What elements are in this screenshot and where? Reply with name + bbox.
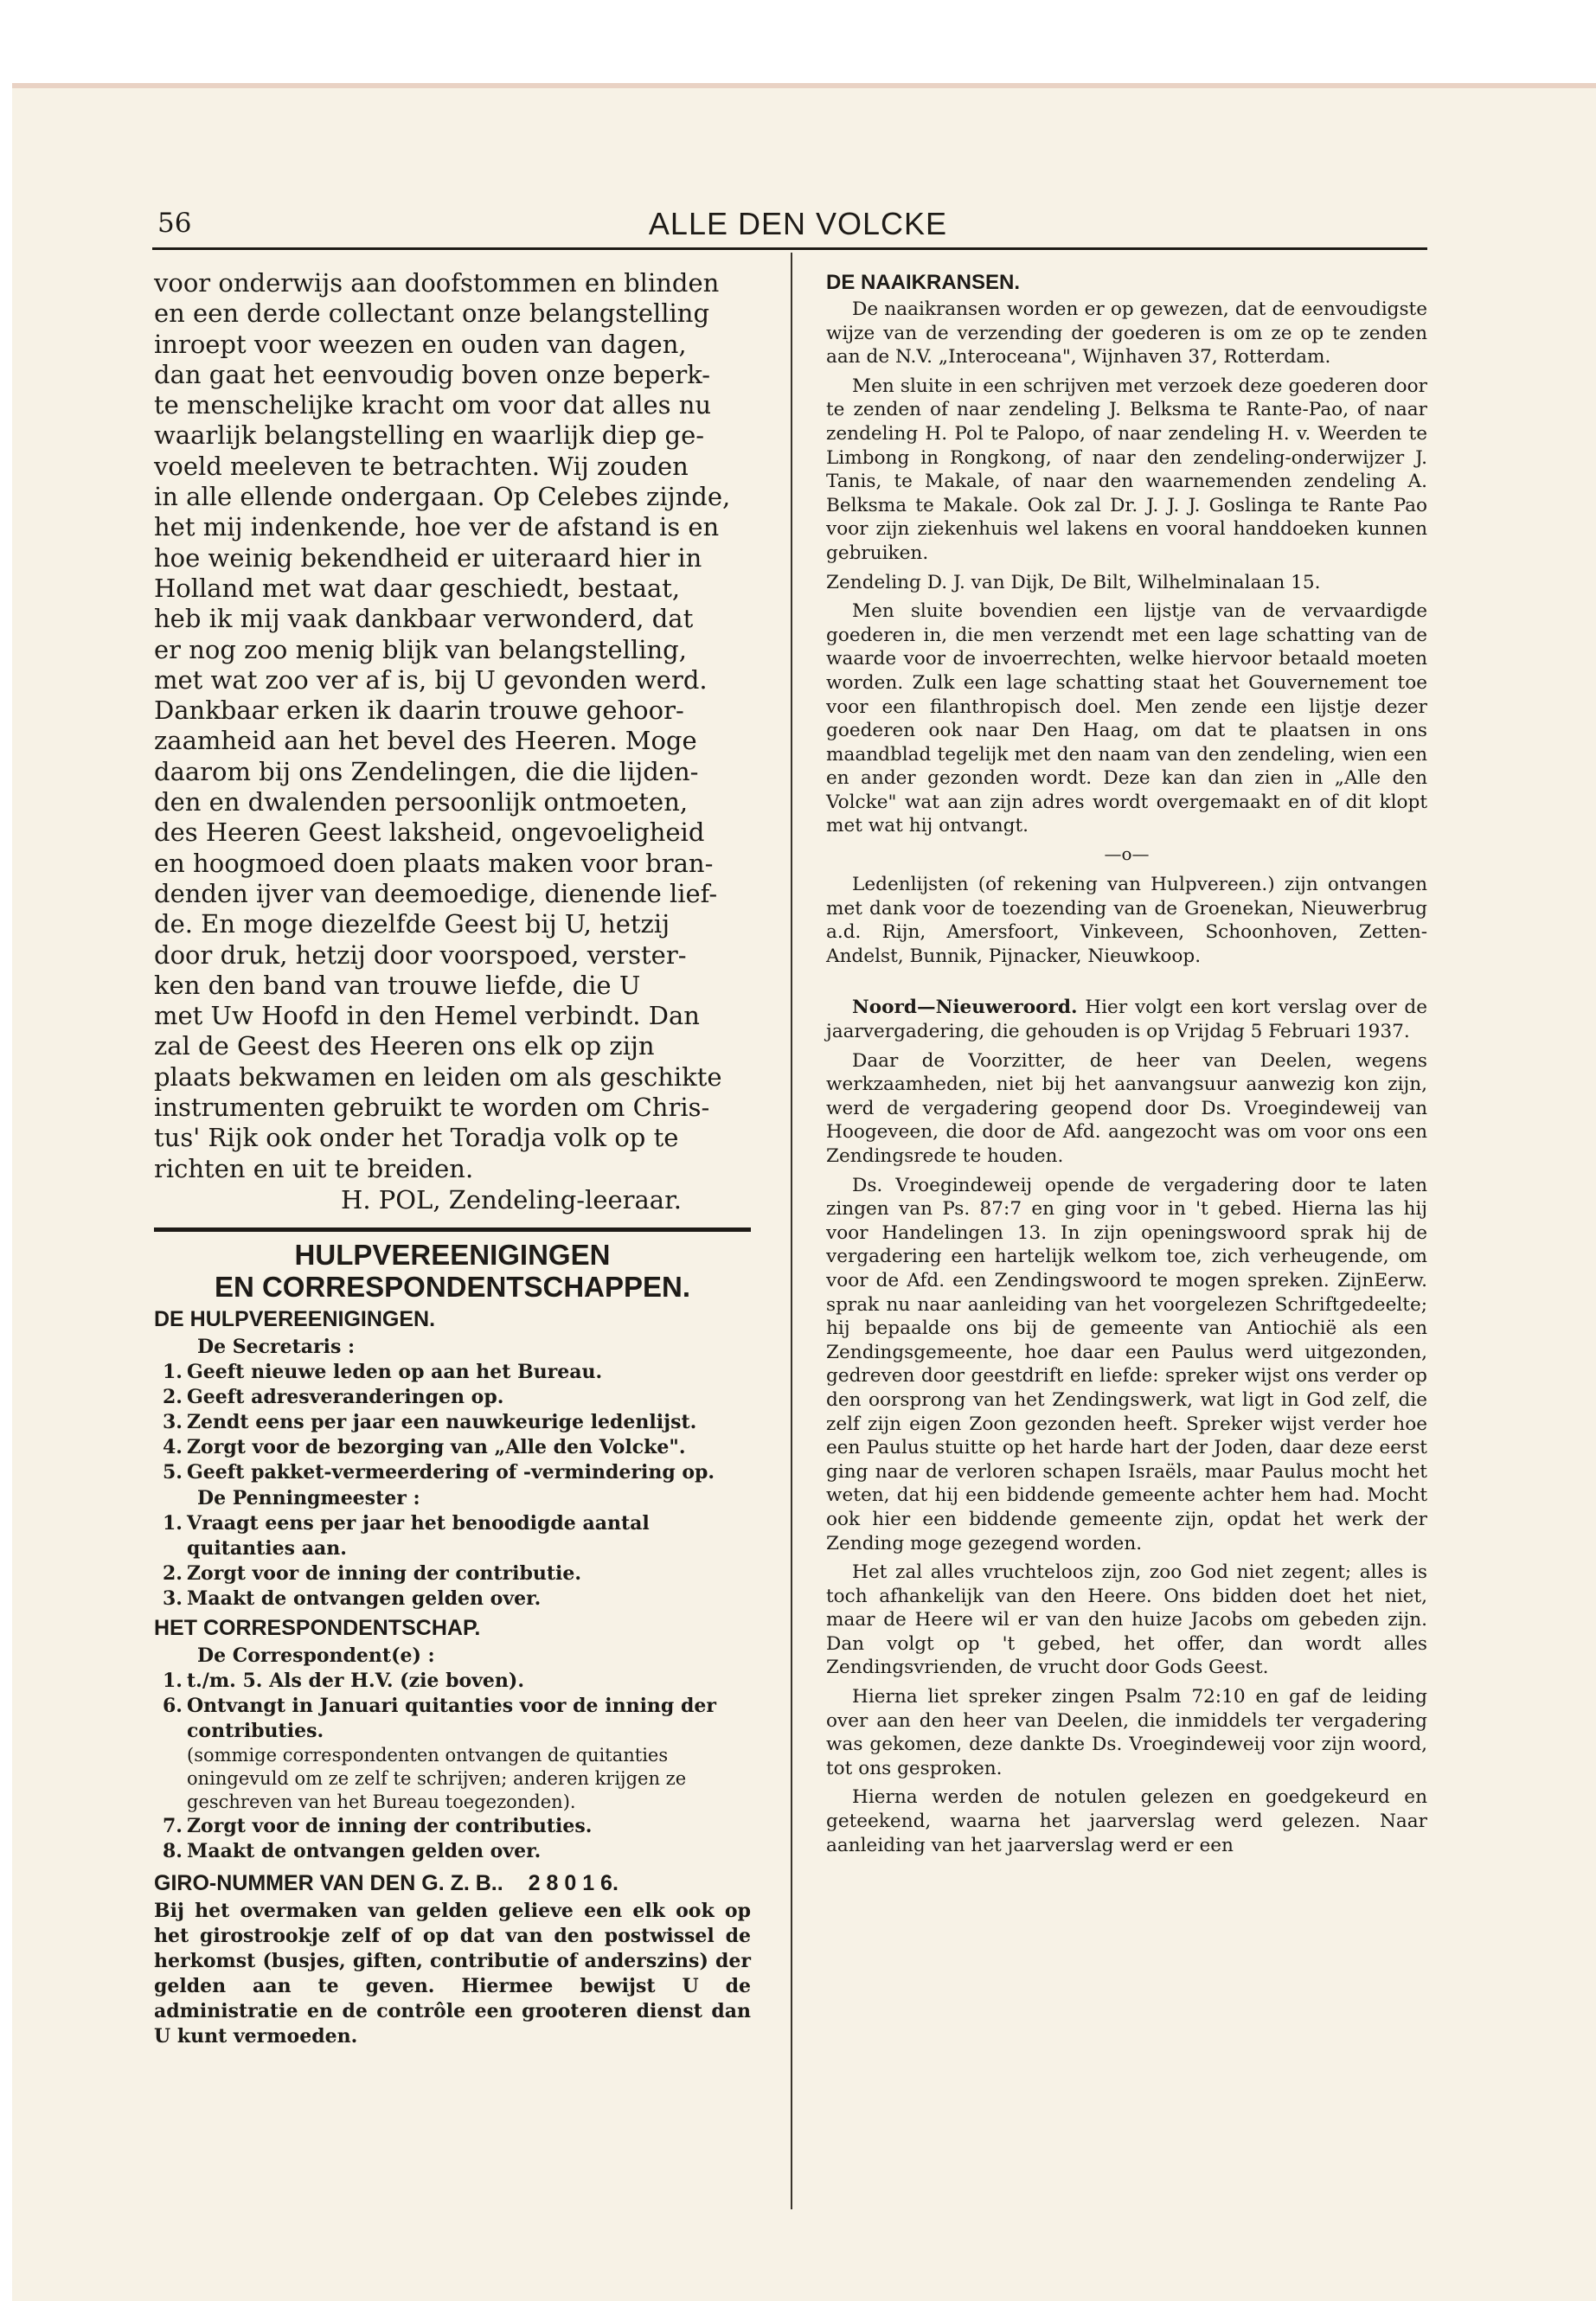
text-line: voeld meeleven te betrachten. Wij zouden	[154, 451, 689, 481]
correspondentschap-heading: HET CORRESPONDENTSCHAP.	[154, 1615, 481, 1640]
correspondent-label: De Correspondent(e) :	[197, 1644, 435, 1667]
list-item: 3. Maakt de ontvangen gelden over.	[163, 1586, 542, 1610]
paragraph: Ledenlijsten (of rekening van Hulpvereen.) zijn ontvangen met dank voor de toezending van de Groenekan, Nieuwerbrug a.d. Rijn, Amersfoort, Vinkeveen, Schoonhoven, Zetten-Andelst, Bunnik, Pijnacker, Nieuwkoop.	[826, 874, 1427, 967]
paragraph: De naaikransen worden er op gewezen, dat de eenvoudigste wijze van de verzending der goederen is om ze op te zenden aan de N.V. „Interoceana", Wijnhaven 37, Rotterdam.	[826, 298, 1427, 369]
naaikransen-heading: DE NAAIKRANSEN.	[826, 271, 1021, 294]
report-intro: Noord—Nieuweroord. Hier volgt een kort verslag over de jaarvergadering, die gehouden is op Vrijdag 5 Februari 1937.	[826, 997, 1427, 1043]
correspondent-note: (sommige correspondenten ontvangen de quitanties oningevuld om ze zelf te schrijven; anderen krijgen ze geschreven van het Bureau toegezonden).	[187, 1744, 687, 1812]
text-line: Dankbaar erken ik daarin trouwe gehoor-	[154, 695, 684, 726]
report-location: Noord—Nieuweroord.	[852, 997, 1078, 1019]
text-line: met Uw Hoofd in den Hemel verbindt. Dan	[154, 1001, 700, 1031]
giro-label: GIRO-NUMMER VAN DEN G. Z. B..	[154, 1870, 503, 1895]
section-title-line-2: EN CORRESPONDENTSCHAPPEN.	[214, 1270, 691, 1303]
list-item: 8. Maakt de ontvangen gelden over.	[163, 1839, 542, 1862]
giro-heading	[154, 1868, 751, 1899]
correspondent-list	[154, 1669, 751, 1744]
penningmeester-label: De Penningmeester :	[197, 1486, 420, 1509]
text-line: richten en uit te breiden.	[154, 1153, 474, 1183]
address-line: Zendeling D. J. van Dijk, De Bilt, Wilhelminalaan 15.	[826, 571, 1321, 593]
text-line: en een derde collectant onze belangstelling	[154, 298, 710, 329]
text-line: Holland met wat daar geschiedt, bestaat,	[154, 573, 681, 603]
secretaris-list	[154, 1360, 751, 1485]
header-rule	[152, 247, 1427, 250]
text-line: hoe weinig bekendheid er uiteraard hier in	[154, 542, 702, 573]
text-line: door druk, hetzij door voorspoed, verster-	[154, 939, 687, 970]
list-item: 6. Ontvangt in Januari quitanties voor de inning der contributies.	[163, 1694, 716, 1742]
text-line: voor onderwijs aan doofstommen en blinden	[154, 268, 720, 298]
list-item: 2. Geeft adresveranderingen op.	[163, 1385, 504, 1408]
section-title-line-1: HULPVEREENIGINGEN	[294, 1238, 611, 1271]
text-line: heb ik mij vaak dankbaar verwonderd, dat	[154, 604, 694, 634]
running-header	[0, 126, 1596, 241]
text-line: in alle ellende ondergaan. Op Celebes zijnde,	[154, 482, 731, 512]
paragraph: Men sluite bovendien een lijstje van de vervaardigde goederen in, die men verzendt met een lage schatting van de waarde voor de invoerrechten, welke hiervoor betaald moeten worden. Zulk een lage schatting staat het Gouvernement toe voor een filanthropisch doel. Men zende een lijstje dezer goederen ook naar Den Haag, om dat te plaatsen in ons maandblad tegelijk met den naam van den zendeling, wien een en ander gezonden wordt. Deze kan dan zien in „Alle den Volcke" wat aan zijn adres wordt overgemaakt en of dit klopt met wat hij ontvangt.	[826, 600, 1427, 837]
penningmeester-list	[154, 1511, 751, 1612]
list-item: 7. Zorgt voor de inning der contributies.	[163, 1814, 593, 1837]
text-line: dan gaat het eenvoudig boven onze beperk-	[154, 359, 711, 389]
correspondent-list-continued	[154, 1814, 751, 1864]
hulpvereenigingen-heading: DE HULPVEREENIGINGEN.	[154, 1306, 436, 1331]
right-column	[826, 268, 1427, 1862]
giro-number: 2 8 0 1 6.	[528, 1870, 619, 1895]
text-line: te menschelijke kracht om voor dat alles nu	[154, 390, 712, 420]
list-item: 1. Geeft nieuwe leden op aan het Bureau.	[163, 1360, 603, 1383]
text-line: plaats bekwamen en leiden om als geschikte	[154, 1061, 722, 1092]
text-line: des Heeren Geest laksheid, ongevoeligheid	[154, 817, 705, 848]
paragraph: Hierna liet spreker zingen Psalm 72:10 en gaf de leiding over aan den heer van Deelen, die inmiddels ter vergadering was gekomen, deze dankte Ds. Vroegindeweij voor zijn woord, tot ons gesproken.	[826, 1686, 1427, 1779]
text-line: den en dwalenden persoonlijk ontmoeten,	[154, 787, 689, 817]
paragraph: Men sluite in een schrijven met verzoek deze goederen door te zenden of naar zendeling J. Belksma te Rante-Pao, of naar zendeling H. Pol te Palopo, of naar zendeling H. v. Weerden te Limbong in Rongkong, of naar den zendeling-onderwijzer J. Tanis, te Makale, of naar den waarnemenden zendeling A. Belksma te Makale. Ook zal Dr. J. J. J. Goslinga te Rante Pao voor zijn ziekenhuis wel lakens en vooral handdoeken kunnen gebruiken.	[826, 375, 1427, 564]
paragraph: Daar de Voorzitter, de heer van Deelen, wegens werkzaamheden, niet bij het aanvangsuur aanwezig kon zijn, werd de vergadering geopend door Ds. Vroegindeweij van Hoogeveen, die door de Afd. aangezocht was om voor ons een Zendingsrede te houden.	[826, 1049, 1427, 1167]
text-line: denden ijver van deemoedige, dienende lief-	[154, 878, 718, 908]
text-line: daarom bij ons Zendelingen, die die lijden-	[154, 756, 699, 786]
paragraph: Het zal alles vruchteloos zijn, zoo God niet zegent; alles is toch afhankelijk van den Heere. Ons bidden doet het niet, maar de Heere wil er van den huize Jacobs om gebeden zijn. Dan volgt op 't gebed, het offer, dan wordt alles Zendingsvrienden, de vrucht door Gods Geest.	[826, 1561, 1427, 1679]
letter-body	[154, 268, 751, 1184]
column-divider	[791, 253, 792, 2209]
text-line: de. En moge diezelfde Geest bij U, hetzij	[154, 909, 670, 939]
section-rule	[154, 1227, 751, 1232]
spacer	[826, 973, 1427, 996]
text-line: en hoogmoed doen plaats maken voor bran-	[154, 848, 714, 878]
list-item: 2. Zorgt voor de inning der contributie.	[163, 1561, 582, 1585]
text-line: instrumenten gebruikt te worden om Chris-	[154, 1093, 710, 1123]
list-item: 1. Vraagt eens per jaar het benoodigde aantal quitanties aan.	[163, 1511, 650, 1560]
list-item: 1. t./m. 5. Als der H.V. (zie boven).	[163, 1669, 524, 1692]
secretaris-label: De Secretaris :	[197, 1335, 356, 1358]
text-line: het mij indenkende, hoe ver de afstand is en	[154, 512, 720, 542]
text-line: ken den band van trouwe liefde, die U	[154, 970, 641, 1000]
text-line: waarlijk belangstelling en waarlijk diep ge-	[154, 420, 705, 451]
text-line: inroept voor weezen en ouden van dagen,	[154, 329, 687, 359]
list-item: 5. Geeft pakket-vermeerdering of -vermindering op.	[163, 1460, 715, 1484]
text-line: er nog zoo menig blijk van belangstelling,	[154, 634, 687, 664]
page-number: 56	[157, 208, 192, 239]
separator: —o—	[1104, 843, 1150, 865]
list-item: 3. Zendt eens per jaar een nauwkeurige ledenlijst.	[163, 1410, 697, 1433]
giro-note: Bij het overmaken van gelden gelieve een elk ook op het girostrookje zelf of op dat van den postwissel de herkomst (busjes, giften, contributie of anderszins) der gelden aan te geven. Hiermee bewijst U de administratie en de contrôle een grooteren dienst dan U kunt vermoeden.	[154, 1899, 751, 2048]
text-line: met wat zoo ver af is, bij U gevonden werd.	[154, 664, 708, 695]
text-line: zal de Geest des Heeren ons elk op zijn	[154, 1031, 655, 1061]
list-item: 4. Zorgt voor de bezorging van „Alle den Volcke".	[163, 1435, 686, 1458]
paragraph: Hierna werden de notulen gelezen en goedgekeurd en geteekend, waarna het jaarverslag werd gelezen. Naar aanleiding van het jaarverslag werd er een	[826, 1786, 1427, 1856]
text-line: zaamheid aan het bevel des Heeren. Moge	[154, 726, 697, 756]
left-column	[154, 268, 751, 2049]
text-line: tus' Rijk ook onder het Toradja volk op te	[154, 1123, 679, 1153]
paragraph: Ds. Vroegindeweij opende de vergadering door te laten zingen van Ps. 87:7 en ging voor in 't gebed. Hierna las hij voor Handelingen 13. In zijn openingswoord sprak hij de vergadering een hartelijk welkom toe, zich verheugende, om voor de Afd. een Zendingswoord te mogen spreken. ZijnEerw. sprak nu naar aanleiding van het voorgelezen Schriftgedeelte; hij bepaalde ons bij de gemeente van Antiochië als een Zendingsgemeente, hoe daar een Paulus werd uitgezonden, gedreven door geestdrift en liefde: spreker wijst ons verder op den oorsprong van het Zendingswerk, wat ligt in God zelf, die zelf zijn eigen Zoon gezonden heeft. Spreker wijst verder hoe een Paulus stuitte op het harde hart der Joden, daar deze eerst ging naar de verloren schapen Israëls, maar Paulus mocht het weten, dat hij een biddende gemeente achter hem had. Mocht ook hier een biddende gemeente zijn, opdat het werk der Zending moge gezegend worden.	[826, 1174, 1427, 1554]
signature: H. POL, Zendeling-leeraar.	[341, 1184, 682, 1215]
journal-title: ALLE DEN VOLCKE	[648, 206, 948, 241]
